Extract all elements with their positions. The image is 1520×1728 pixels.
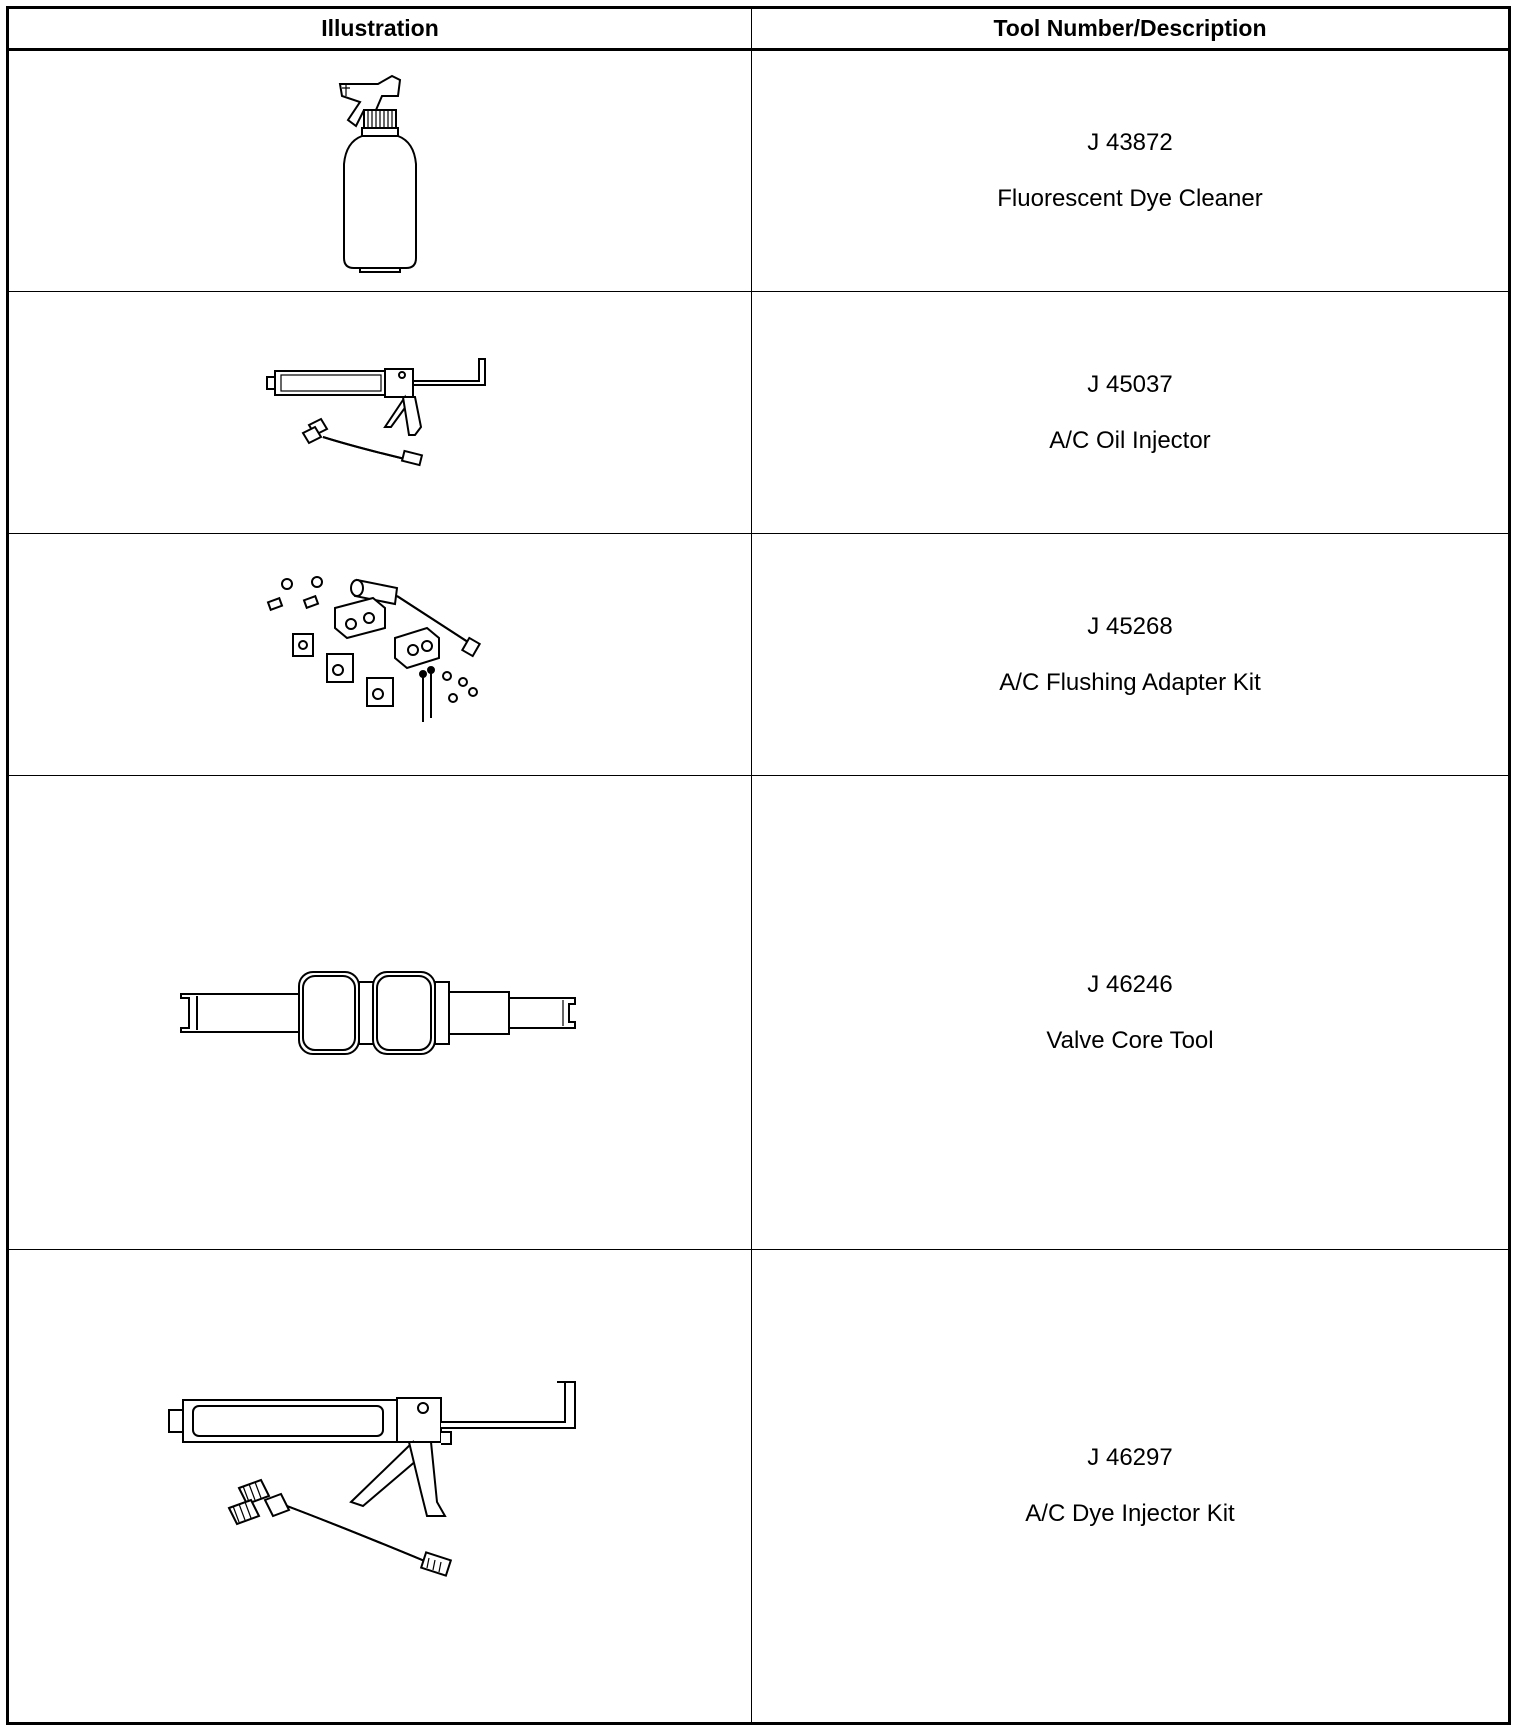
tool-number: J 46297 [1087,1444,1173,1471]
description-cell [752,50,1510,292]
spray-bottle-icon [320,66,440,276]
tool-table [6,6,1511,1725]
illustration-cell [8,292,752,534]
flushing-adapter-kit-icon [265,572,495,737]
description-cell [752,776,1510,1250]
valve-core-tool-icon [175,958,585,1068]
illustration-header: Illustration [8,8,752,50]
illustration-cell [8,50,752,292]
tool-description: A/C Dye Injector Kit [1025,1500,1235,1527]
tool-header: Tool Number/Description [752,8,1510,50]
tool-number: J 46246 [1087,970,1173,998]
oil-injector-icon [265,355,495,470]
tool-number: J 43872 [1087,129,1173,156]
description-cell [752,1250,1510,1724]
dye-injector-kit-icon [165,1376,595,1596]
illustration-cell [8,776,752,1250]
illustration-cell [8,534,752,776]
table-row [8,1250,1510,1724]
table-row [8,292,1510,534]
tool-number: J 45037 [1087,370,1173,398]
tool-description: A/C Flushing Adapter Kit [999,668,1261,696]
tool-description: A/C Oil Injector [1049,426,1211,454]
tool-number: J 45268 [1087,612,1173,640]
table-row [8,534,1510,776]
table-row [8,50,1510,292]
illustration-cell [8,1250,752,1724]
description-cell [752,292,1510,534]
description-cell [752,534,1510,776]
tool-description: Valve Core Tool [1046,1026,1214,1054]
tool-description: Fluorescent Dye Cleaner [997,185,1263,212]
header-row [8,8,1510,50]
table-row [8,776,1510,1250]
